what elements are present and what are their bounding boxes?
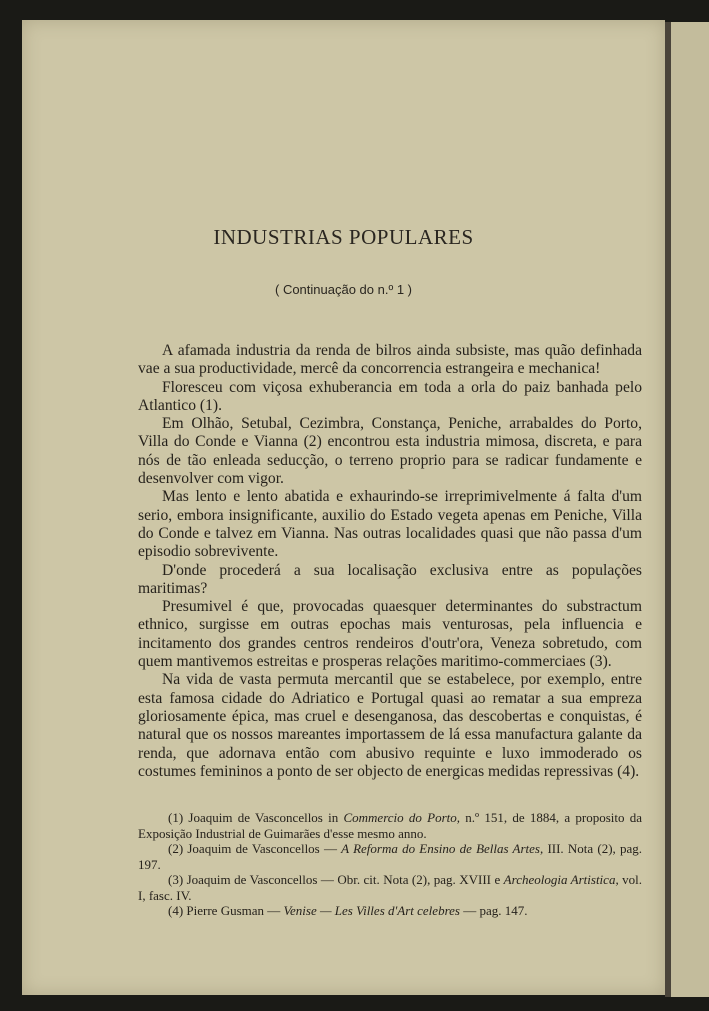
paragraph: Em Olhão, Setubal, Cezimbra, Constança, Peniche, arrabaldes do Porto, Villa do Conde e Vianna (2) encontrou esta industria mimosa, discreta, e para nós de tão enleada seducção, o terreno proprio para se radicar fundamente e desenvolver com vigor.	[138, 415, 642, 488]
page-subtitle: ( Continuação do n.º 1 )	[275, 282, 412, 297]
footnote: (3) Joaquim de Vasconcellos — Obr. cit. Nota (2), pag. XVIII e Archeologia Artistica, vol. I, fasc. IV.	[138, 872, 643, 903]
adjacent-page-edge	[671, 22, 709, 997]
footnotes	[138, 810, 642, 919]
article-body	[138, 342, 642, 781]
paragraph: A afamada industria da renda de bilros ainda subsiste, mas quão definhada vae a sua productividade, mercê da concorrencia estrangeira e mechanica!	[138, 342, 642, 378]
document-page	[22, 20, 665, 995]
footnote: (4) Pierre Gusman — Venise — Les Villes d'Art celebres — pag. 147.	[168, 903, 528, 918]
footnote: (2) Joaquim de Vasconcellos — A Reforma do Ensino de Bellas Artes, III. Nota (2), pag. 197.	[138, 841, 643, 872]
footnote: (1) Joaquim de Vasconcellos in Commercio do Porto, n.º 151, de 1884, a proposito da Exposição Industrial de Guimarães d'esse mesmo anno.	[138, 810, 642, 841]
paragraph: Presumivel é que, provocadas quaesquer determinantes do substractum ethnico, surgisse em outras epochas mais venturosas, pela influencia e incitamento dos grandes centros rendeiros d'outr'ora, Veneza sobretudo, com quem mantivemos estreitas e prosperas relações maritimo-commerciaes (3).	[138, 598, 642, 671]
paragraph: Na vida de vasta permuta mercantil que se estabelece, por exemplo, entre esta famosa cidade do Adriatico e Portugal quasi ao rematar a sua empreza gloriosamente épica, mas cruel e desenganosa, das descobertas e conquistas, é natural que os nossos mareantes importassem de lá essa manufactura galante da renda, que adornava então com abusivo requinte e luxo immoderado os costumes femininos a ponto de ser objecto de energicas medidas repressivas (4).	[138, 671, 642, 780]
paragraph: D'onde procederá a sua localisação exclusiva entre as populações maritimas?	[138, 561, 642, 597]
paragraph: Floresceu com viçosa exhuberancia em toda a orla do paiz banhada pelo Atlantico (1).	[138, 378, 642, 414]
paragraph: Mas lento e lento abatida e exhaurindo-se irreprimivelmente á falta d'um serio, embora insignificante, auxilio do Estado vegeta apenas em Peniche, Villa do Conde e talvez em Vianna. Nas outras localidades quasi que não passa d'um episodio sobrevivente.	[138, 488, 642, 561]
page-title: INDUSTRIAS POPULARES	[213, 225, 474, 249]
